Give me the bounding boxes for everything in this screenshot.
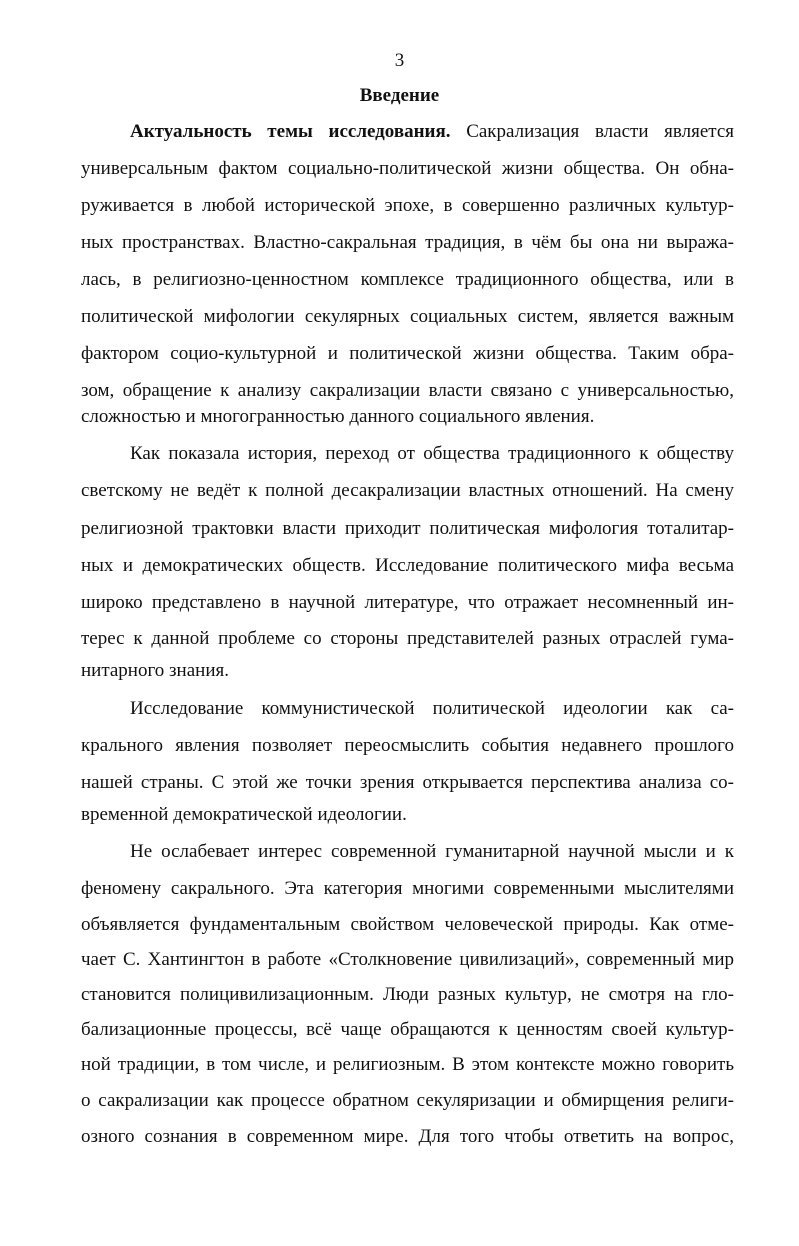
paragraph-1-line-1 <box>130 113 734 151</box>
paragraph-1-line-4: ных пространствах. Властно-сакральная традиция, в чём бы она ни выража- <box>81 232 734 253</box>
paragraph-4-line-4: чает С. Хантингтон в работе «Столкновение цивилизаций», современный мир <box>81 949 734 970</box>
paragraph-2-line-4: ных и демократических обществ. Исследование политического мифа весьма <box>81 555 734 576</box>
paragraph-4-line-7: ной традиции, в том числе, и религиозным. В этом контексте можно говорить <box>81 1054 734 1075</box>
paragraph-1-lead: Актуальность темы исследования. <box>130 121 451 142</box>
paragraph-1-line-8: зом, обращение к анализу сакрализации власти связано с универсальностью, <box>81 380 734 401</box>
paragraph-4-line-3: объявляется фундаментальным свойством человеческой природы. Как отме- <box>81 914 734 935</box>
paragraph-4-line-5: становится полицивилизационным. Люди разных культур, не смотря на гло- <box>81 984 734 1005</box>
paragraph-1-line-6: политической мифологии секулярных социальных систем, является важным <box>81 306 734 327</box>
paragraph-4-line-8: о сакрализации как процессе обратном секуляризации и обмирщения религи- <box>81 1090 734 1111</box>
paragraph-1-line-1-text: Сакрализация власти является <box>450 121 734 142</box>
paragraph-3-line-1: Исследование коммунистической политической идеологии как са- <box>130 698 734 719</box>
paragraph-2-line-1: Как показала история, переход от общества традиционного к обществу <box>130 443 734 464</box>
paragraph-1-line-9: сложностью и многогранностью данного социального явления. <box>81 406 595 427</box>
paragraph-4-line-9: озного сознания в современном мире. Для того чтобы ответить на вопрос, <box>81 1126 734 1147</box>
paragraph-2-line-6: терес к данной проблеме со стороны представителей разных отраслей гума- <box>81 628 734 649</box>
section-heading: Введение <box>359 85 440 106</box>
paragraph-2-line-3: религиозной трактовки власти приходит политическая мифология тоталитар- <box>81 518 734 539</box>
paragraph-3-line-2: крального явления позволяет переосмыслить события недавнего прошлого <box>81 735 734 756</box>
paragraph-1-line-3: руживается в любой исторической эпохе, в совершенно различных культур- <box>81 195 734 216</box>
paragraph-2-line-5: широко представлено в научной литературе, что отражает несомненный ин- <box>81 592 734 613</box>
paragraph-4-line-6: бализационные процессы, всё чаще обращаются к ценностям своей культур- <box>81 1019 734 1040</box>
paragraph-4-line-1: Не ослабевает интерес современной гуманитарной научной мысли и к <box>130 841 734 862</box>
paragraph-1-line-7: фактором социо-культурной и политической жизни общества. Таким обра- <box>81 343 734 364</box>
paragraph-1-line-5: лась, в религиозно-ценностном комплексе традиционного общества, или в <box>81 269 734 290</box>
paragraph-3-line-4: временной демократической идеологии. <box>81 804 407 825</box>
paragraph-4-line-2: феномену сакрального. Эта категория многими современными мыслителями <box>81 878 734 899</box>
paragraph-2-line-2: светскому не ведёт к полной десакрализации властных отношений. На смену <box>81 480 734 501</box>
page-number: 3 <box>394 50 405 71</box>
paragraph-3-line-3: нашей страны. С этой же точки зрения открывается перспектива анализа со- <box>81 772 734 793</box>
paragraph-2-line-7: нитарного знания. <box>81 660 229 681</box>
paragraph-1-line-2: универсальным фактом социально-политической жизни общества. Он обна- <box>81 158 734 179</box>
